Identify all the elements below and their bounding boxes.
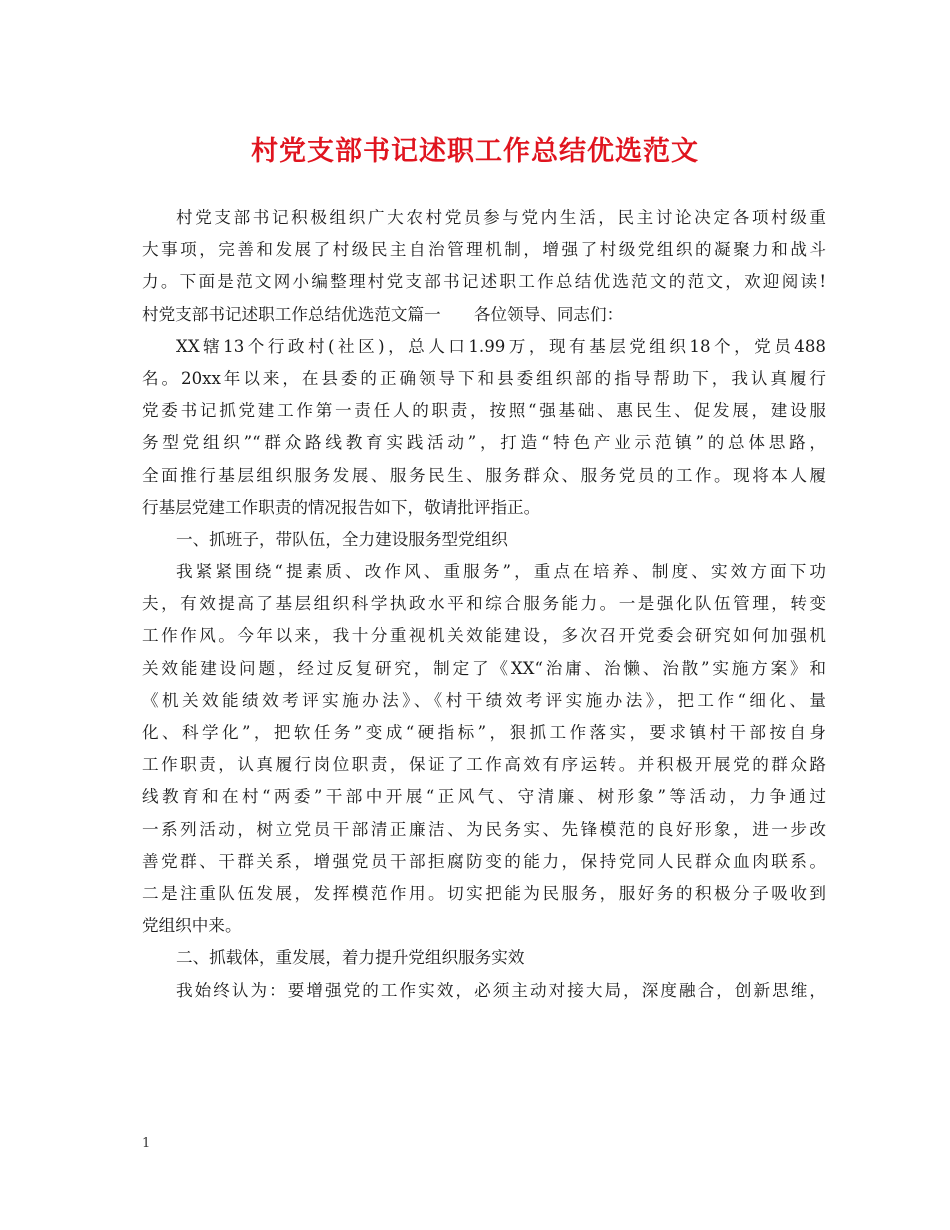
document-title: 村党支部书记述职工作总结优选范文 xyxy=(251,136,699,167)
text-line: 《机关效能绩效考评实施办法》、《村干绩效考评实施办法》，把工作“细化、量 xyxy=(142,690,826,710)
text-line: 我始终认为：要增强党的工作实效，必须主动对接大局，深度融合，创新思维， xyxy=(176,980,826,1000)
text-line: 二、抓载体，重发展，着力提升党组织服务实效 xyxy=(176,948,525,968)
text-line: 名。20xx年以来，在县委的正确领导下和县委组织部的指导帮助下，我认真履行 xyxy=(142,368,826,388)
text-line: 务型党组织”“群众路线教育实践活动”，打造“特色产业示范镇”的总体思路， xyxy=(142,433,826,453)
text-line: 夫，有效提高了基层组织科学执政水平和综合服务能力。一是强化队伍管理，转变 xyxy=(142,594,826,614)
page-number: 1 xyxy=(142,1136,151,1151)
text-line: 工作职责，认真履行岗位职责，保证了工作高效有序运转。并积极开展党的群众路 xyxy=(142,755,826,775)
text-line: 一、抓班子，带队伍，全力建设服务型党组织 xyxy=(176,529,508,549)
text-line: 一系列活动，树立党员干部清正廉洁、为民务实、先锋模范的良好形象，进一步改 xyxy=(142,819,826,839)
text-line: 全面推行基层组织服务发展、服务民生、服务群众、服务党员的工作。现将本人履 xyxy=(142,465,826,485)
text-line: 党委书记抓党建工作第一责任人的职责，按照“强基础、惠民生、促发展，建设服 xyxy=(142,401,826,421)
text-line: 工作作风。今年以来，我十分重视机关效能建设，多次召开党委会研究如何加强机 xyxy=(142,626,826,646)
text-line: 行基层党建工作职责的情况报告如下，敬请批评指正。 xyxy=(142,497,541,517)
text-line: 党组织中来。 xyxy=(142,916,242,936)
text-line: 关效能建设问题，经过反复研究，制定了《XX“治庸、治懒、治散”实施方案》和 xyxy=(142,658,826,678)
text-line: 我紧紧围绕“提素质、改作风、重服务”，重点在培养、制度、实效方面下功 xyxy=(176,562,826,582)
text-line: 力。下面是范文网小编整理村党支部书记述职工作总结优选范文的范文，欢迎阅读! xyxy=(142,272,826,292)
text-line: 善党群、干群关系，增强党员干部拒腐防变的能力，保持党同人民群众血肉联系。 xyxy=(142,851,826,871)
text-line: 村党支部书记积极组织广大农村党员参与党内生活，民主讨论决定各项村级重 xyxy=(176,208,826,227)
text-line: 大事项，完善和发展了村级民主自治管理机制，增强了村级党组织的凝聚力和战斗 xyxy=(142,240,826,260)
text-line: 二是注重队伍发展，发挥模范作用。切实把能为民服务，服好务的积极分子吸收到 xyxy=(142,883,826,903)
document-body xyxy=(142,202,826,1007)
text-line: XX辖13个行政村(社区)，总人口1.99万，现有基层党组织18个，党员488 xyxy=(176,336,826,356)
text-line: 村党支部书记述职工作总结优选范文篇一 各位领导、同志们： xyxy=(142,304,624,324)
text-line: 线教育和在村“两委”干部中开展“正风气、守清廉、树形象”等活动，力争通过 xyxy=(142,787,826,807)
text-line: 化、科学化”，把软任务”变成“硬指标”，狠抓工作落实，要求镇村干部按自身 xyxy=(142,723,826,742)
